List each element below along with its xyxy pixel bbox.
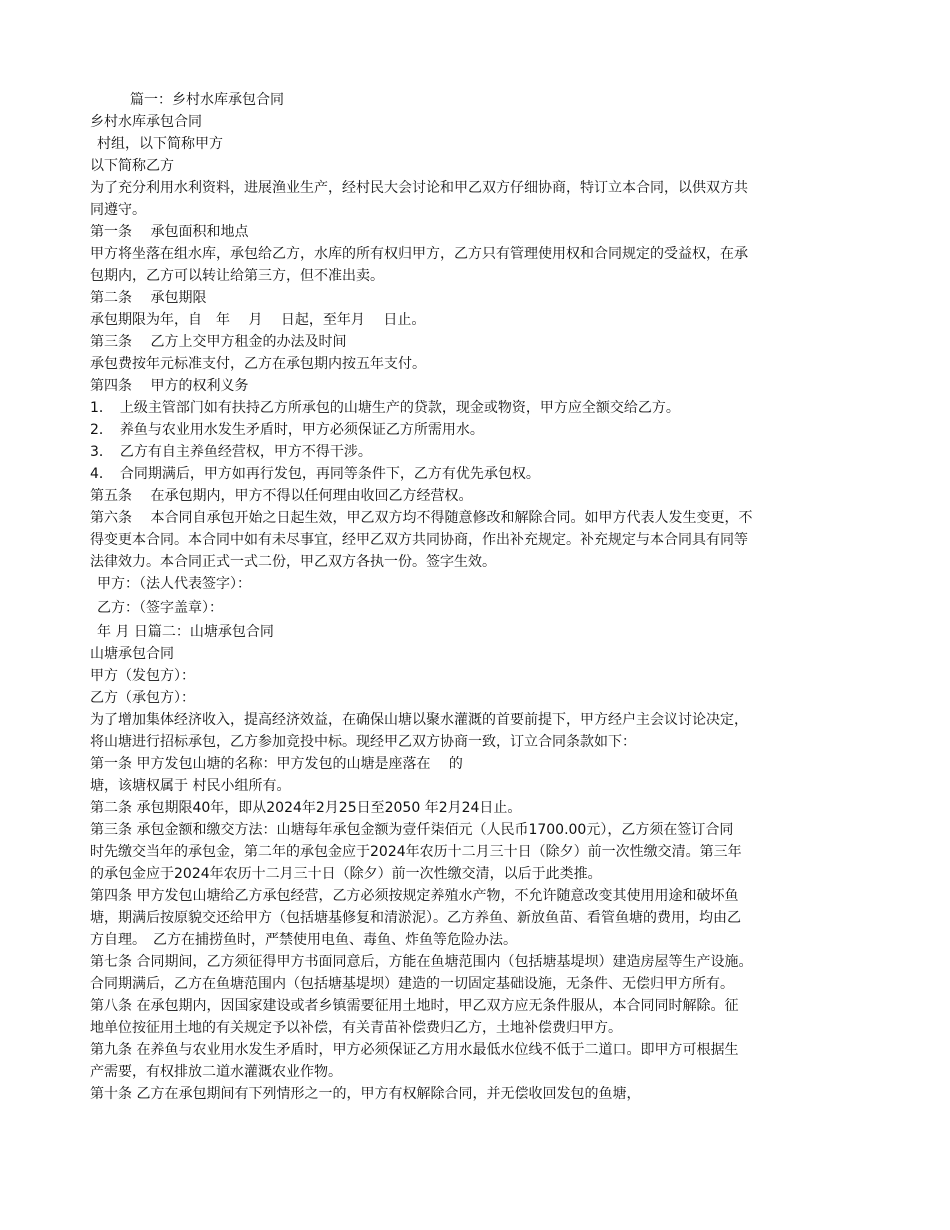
doc-line: 第九条 在养鱼与农业用水发生矛盾时，甲方必须保证乙方用水最低水位线不低于二道口。即甲方可根据生 bbox=[90, 1042, 739, 1058]
doc-line: 方自理。 乙方在捕捞鱼时，严禁使用电鱼、毒鱼、炸鱼等危险办法。 bbox=[90, 932, 517, 948]
doc-line: 承包期限为年，自 年 月 日起，至年月 日止。 bbox=[90, 312, 426, 328]
doc-line: 第三条 承包金额和缴交方法：山塘每年承包金额为壹仟柒佰元（人民币1700.00元），乙方须在签订合同 bbox=[90, 822, 734, 838]
doc-line: 第三条 乙方上交甲方租金的办法及时间 bbox=[90, 334, 347, 350]
doc-line: 1． 上级主管部门如有扶持乙方所承包的山塘生产的贷款，现金或物资，甲方应全额交给乙方。 bbox=[90, 400, 680, 416]
doc-line: 3． 乙方有自主养鱼经营权，甲方不得干涉。 bbox=[90, 444, 372, 460]
doc-line: 2． 养鱼与农业用水发生矛盾时，甲方必须保证乙方所需用水。 bbox=[90, 422, 484, 438]
doc-line: 时先缴交当年的承包金，第二年的承包金应于2024年农历十二月三十日（除夕）前一次性缴交清。第三年 bbox=[90, 844, 742, 860]
doc-line: 得变更本合同。本合同中如有未尽事宜，经甲乙双方共同协商，作出补充规定。补充规定与本合同具有同等 bbox=[90, 532, 748, 548]
doc-line: 同遵守。 bbox=[90, 202, 146, 218]
doc-line: 地单位按征用土地的有关规定予以补偿，有关青苗补偿费归乙方，土地补偿费归甲方。 bbox=[90, 1020, 622, 1036]
doc-line: 以下简称乙方 bbox=[90, 158, 174, 174]
doc-line: 4． 合同期满后，甲方如再行发包，再同等条件下，乙方有优先承包权。 bbox=[90, 466, 540, 482]
doc-line: 第二条 承包期限 bbox=[90, 290, 207, 306]
doc-line: 篇一：乡村水库承包合同 bbox=[130, 92, 284, 108]
doc-line: 将山塘进行招标承包，乙方参加竞投中标。现经甲乙双方协商一致，订立合同条款如下： bbox=[90, 734, 636, 750]
doc-line: 承包费按年元标准支付，乙方在承包期内按五年支付。 bbox=[90, 356, 426, 372]
doc-line: 第八条 在承包期内，因国家建设或者乡镇需要征用土地时，甲乙双方应无条件服从，本合同同时解除。征 bbox=[90, 998, 739, 1014]
doc-line: 为了增加集体经济收入，提高经济效益，在确保山塘以聚水灌溉的首要前提下，甲方经户主会议讨论决定， bbox=[90, 712, 748, 728]
doc-line: 第四条 甲方的权利义务 bbox=[90, 378, 249, 394]
doc-line: 第一条 承包面积和地点 bbox=[90, 224, 249, 240]
doc-line: 合同期满后，乙方在鱼塘范围内（包括塘基堤坝）建造的一切固定基础设施，无条件、无偿归甲方所有。 bbox=[90, 976, 734, 992]
doc-line: 第六条 本合同自承包开始之日起生效，甲乙双方均不得随意修改和解除合同。如甲方代表人发生变更，不 bbox=[90, 510, 753, 526]
doc-line: 法律效力。本合同正式一式二份，甲乙双方各执一份。签字生效。 bbox=[90, 554, 496, 570]
doc-line: 的承包金应于2024年农历十二月三十日（除夕）前一次性缴交清，以后于此类推。 bbox=[90, 866, 602, 882]
doc-line: 塘，期满后按原貌交还给甲方（包括塘基修复和清淤泥）。乙方养鱼、新放鱼苗、看管鱼塘的费用，均由乙 bbox=[90, 910, 741, 926]
doc-line: 甲方：（法人代表签字）： bbox=[97, 576, 251, 592]
doc-line: 为了充分利用水利资料，进展渔业生产，经村民大会讨论和甲乙双方仔细协商，特订立本合同，以供双方共 bbox=[90, 180, 748, 196]
doc-line: 乙方（承包方）： bbox=[90, 690, 195, 706]
doc-line: 第一条 甲方发包山塘的名称：甲方发包的山塘是座落在 的 bbox=[90, 756, 463, 772]
doc-line: 山塘承包合同 bbox=[90, 646, 174, 662]
doc-line: 包期内，乙方可以转让给第三方，但不准出卖。 bbox=[90, 268, 384, 284]
doc-line: 第二条 承包期限40年，即从2024年2月25日至2050 年2月24日止。 bbox=[90, 800, 522, 816]
doc-line: 第四条 甲方发包山塘给乙方承包经营，乙方必须按规定养殖水产物，不允许随意改变其使用用途和破坏鱼 bbox=[90, 888, 739, 904]
doc-line: 年 月 日篇二：山塘承包合同 bbox=[97, 624, 274, 640]
doc-line: 塘，该塘权属于 村民小组所有。 bbox=[90, 778, 291, 794]
doc-line: 第五条 在承包期内，甲方不得以任何理由收回乙方经营权。 bbox=[90, 488, 473, 504]
doc-line: 产需要，有权排放二道水灌溉农业作物。 bbox=[90, 1064, 342, 1080]
doc-line: 甲方（发包方）： bbox=[90, 668, 195, 684]
doc-line: 甲方将坐落在组水库，承包给乙方，水库的所有权归甲方，乙方只有管理使用权和合同规定的受益权，在承 bbox=[90, 246, 748, 262]
doc-line: 乙方：（签字盖章）： bbox=[97, 600, 223, 616]
doc-line: 村组，以下简称甲方 bbox=[97, 136, 223, 152]
doc-line: 第十条 乙方在承包期间有下列情形之一的，甲方有权解除合同，并无偿收回发包的鱼塘， bbox=[90, 1086, 641, 1102]
doc-line: 第七条 合同期间，乙方须征得甲方书面同意后，方能在鱼塘范围内（包括塘基堤坝）建造房屋等生产设施。 bbox=[90, 954, 753, 970]
doc-line: 乡村水库承包合同 bbox=[90, 114, 202, 130]
